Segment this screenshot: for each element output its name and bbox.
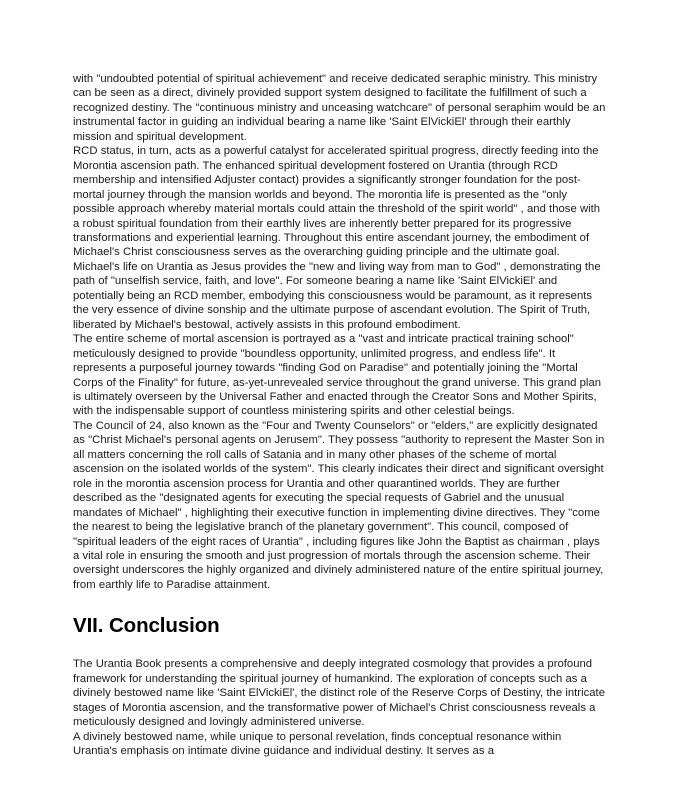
paragraph-seraphic-ministry: with "undoubted potential of spiritual achievement" and receive dedicated seraphic ministry. This ministry can be seen as a direct, divinely provided support system designed to facilitate the fulfillment of such a recognized destiny. The "continuous ministry and unceasing watchcare" of personal seraphim would be an instrumental factor in guiding an individual bearing a name like 'Saint ElVickiEl' through their earthly mission and spiritual development. xyxy=(73,73,606,143)
heading-spacer-below xyxy=(73,638,608,657)
paragraph-council-of-24: The Council of 24, also known as the "Four and Twenty Counselors" or "elders," are explicitly designated as "Christ Michael's personal agents on Jerusem". They possess "authority to represent the Master Son in all matters concerning the roll calls of Satania and in many other phases of the scheme of mortal ascension on the isolated worlds of the system". This clearly indicates their direct and significant oversight role in the morontia ascension process for Urantia and other quarantined worlds. They are further described as the "designated agents for executing the special requests of Gabriel and the unusual mandates of Michael" , highlighting their executive function in implementing divine directives. They "come the nearest to being the legislative branch of the planetary government". This council, composed of "spiritual leaders of the eight races of Urantia" , including figures like John the Baptist as chairman , plays a vital role in ensuring the smooth and just progression of mortals through the ascension scheme. Their oversight underscores the highly organized and divinely administered nature of the entire spiritual journey, from earthly life to Paradise attainment. xyxy=(73,419,605,591)
paragraph-training-school: The entire scheme of mortal ascension is portrayed as a "vast and intricate practical training school" meticulously designed to provide "boundless opportunity, unlimited progress, and endless life". It represents a purposeful journey towards "finding God on Paradise" and potentially joining the "Mortal Corps of the Finality" for future, as-yet-unrevealed service throughout the grand universe. This grand plan is ultimately overseen by the Universal Father and enacted through the Creator Sons and Mother Spirits, with the indispensable support of countless ministering spirits and other celestial beings. xyxy=(73,333,602,418)
paragraph-urantia-book: The Urantia Book presents a comprehensive and deeply integrated cosmology that provides a profound framework for understanding the spiritual journey of humankind. The exploration of concepts such as a divinely bestowed name like 'Saint ElVickiEl', the distinct role of the Reserve Corps of Destiny, the intricate stages of Morontia ascension, and the transformative power of Michael's Christ consciousness reveals a meticulously designed and lovingly administered universe. xyxy=(73,658,605,729)
section-heading-conclusion: VII. Conclusion xyxy=(73,614,220,638)
heading-spacer-above xyxy=(73,592,608,614)
paragraph-divinely-bestowed-name: A divinely bestowed name, while unique to personal revelation, finds conceptual resonance within Urantia's emphasis on intimate divine guidance and individual destiny. It serves as a xyxy=(73,730,562,758)
paragraph-rcd-status: RCD status, in turn, acts as a powerful catalyst for accelerated spiritual progress, directly feeding into the Morontia ascension path. The enhanced spiritual development fostered on Urantia (through RCD membership and intensified Adjuster contact) provides a significantly stronger foundation for the post-mortal journey through the mansion worlds and beyond. The morontia life is presented as the "only possible approach whereby material mortals could attain the threshold of the spirit world" , and those with a robust spiritual foundation from their earthly lives are inherently better prepared for its progressive transformations and experiential learning. Throughout this entire ascendant journey, the embodiment of Michael's Christ consciousness serves as the overarching guiding principle and the ultimate goal. Michael's life on Urantia as Jesus provides the "new and living way from man to God" , demonstrating the path of "unselfish service, faith, and love". For someone bearing a name like 'Saint ElVickiEl' and potentially being an RCD member, embodying this consciousness would be paramount, as it represents the very essence of divine sonship and the ultimate purpose of ascendant evolution. The Spirit of Truth, liberated by Michael's bestowal, actively assists in this profound embodiment. xyxy=(73,145,601,331)
document-text-column xyxy=(73,72,608,758)
